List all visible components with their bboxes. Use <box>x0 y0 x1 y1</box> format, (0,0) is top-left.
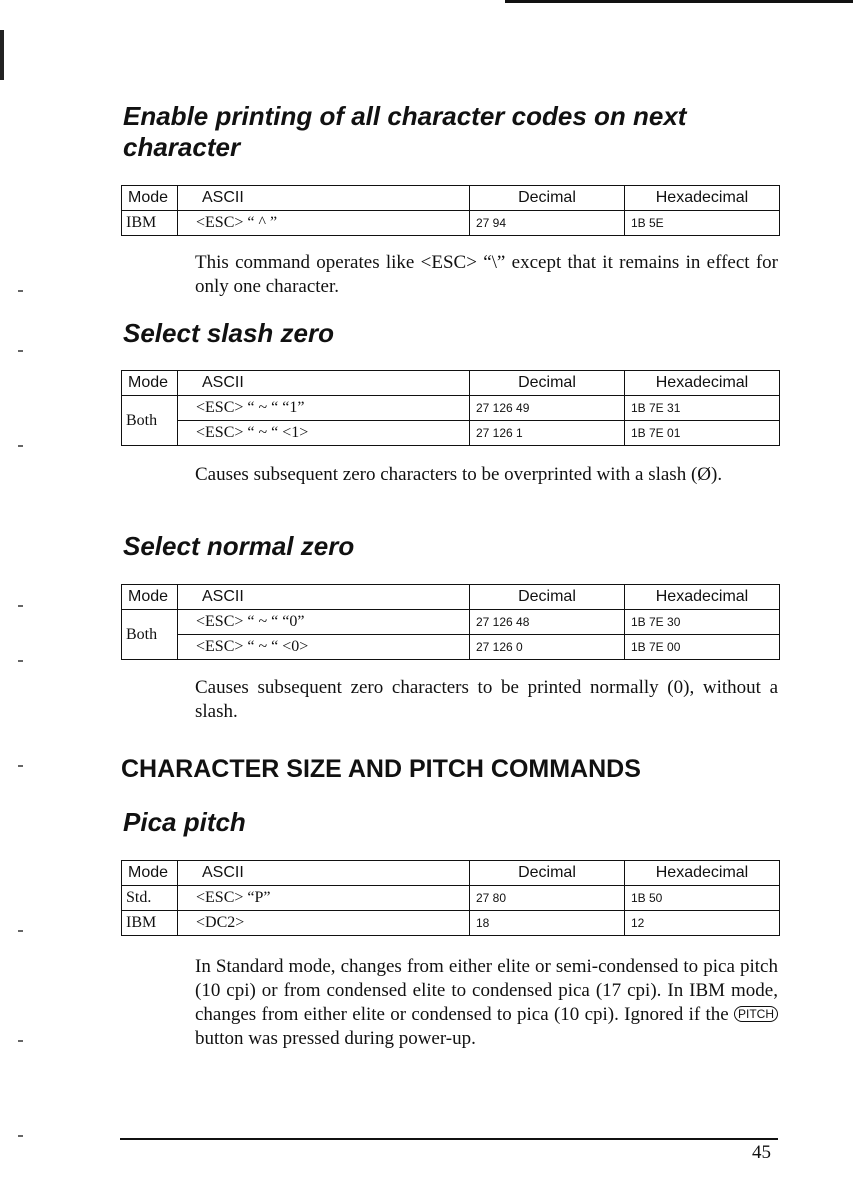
mode-cell: Both <box>122 610 178 660</box>
header-hexadecimal: Hexadecimal <box>625 585 780 610</box>
ascii-cell: <ESC> “ ^ ” <box>178 211 470 236</box>
description-normal-zero: Causes subsequent zero characters to be printed normally (0), without a slash. <box>195 677 778 722</box>
ascii-cell: <ESC> “ ~ “ <1> <box>178 421 470 446</box>
binding-mark <box>18 605 23 607</box>
section-title-enable-all-codes: Enable printing of all character codes on next character <box>123 101 687 162</box>
description-enable-all-codes: This command operates like <ESC> “\” except that it remains in effect for only one character. <box>195 252 778 297</box>
footer-rule <box>120 1138 778 1140</box>
header-hexadecimal: Hexadecimal <box>625 861 780 886</box>
binding-mark <box>18 765 23 767</box>
mode-cell: Both <box>122 396 178 446</box>
decimal-cell: 27 80 <box>470 886 625 911</box>
decimal-cell: 27 126 49 <box>470 396 625 421</box>
binding-mark <box>18 445 23 447</box>
ascii-cell: <ESC> “ ~ “ <0> <box>178 635 470 660</box>
header-hexadecimal: Hexadecimal <box>625 371 780 396</box>
ascii-cell: <ESC> “P” <box>178 886 470 911</box>
binding-mark <box>18 1040 23 1042</box>
hex-cell: 12 <box>625 911 780 936</box>
section-title-slash-zero: Select slash zero <box>123 318 334 348</box>
header-mode: Mode <box>122 861 178 886</box>
section-title-pica-pitch: Pica pitch <box>123 807 246 837</box>
hex-cell: 1B 5E <box>625 211 780 236</box>
description-pica-pitch <box>195 955 778 1051</box>
chapter-heading: CHARACTER SIZE AND PITCH COMMANDS <box>121 755 641 783</box>
page-number: 45 <box>752 1142 771 1163</box>
header-decimal: Decimal <box>470 585 625 610</box>
hex-cell: 1B 7E 01 <box>625 421 780 446</box>
mode-cell: IBM <box>122 911 178 936</box>
hex-cell: 1B 50 <box>625 886 780 911</box>
binding-mark <box>18 930 23 932</box>
decimal-cell: 18 <box>470 911 625 936</box>
hex-cell: 1B 7E 31 <box>625 396 780 421</box>
ascii-cell: <ESC> “ ~ “ “0” <box>178 610 470 635</box>
header-hexadecimal: Hexadecimal <box>625 186 780 211</box>
binding-mark <box>18 290 23 292</box>
ascii-cell: <DC2> <box>178 911 470 936</box>
decimal-cell: 27 126 48 <box>470 610 625 635</box>
table-row <box>122 421 780 446</box>
decimal-cell: 27 94 <box>470 211 625 236</box>
command-table-slash-zero <box>121 370 780 446</box>
header-mode: Mode <box>122 585 178 610</box>
decimal-cell: 27 126 1 <box>470 421 625 446</box>
description-text: In Standard mode, changes from either elite or semi-condensed to pica pitch (10 cpi) or from condensed elite to condensed pica (17 cpi). In IBM mode, changes from either elite or condensed to pica (10 cpi). Ignored if the <box>195 956 778 1025</box>
header-ascii: ASCII <box>178 585 470 610</box>
table-header-row <box>122 585 780 610</box>
ascii-cell: <ESC> “ ~ “ “1” <box>178 396 470 421</box>
hex-cell: 1B 7E 30 <box>625 610 780 635</box>
mode-cell: Std. <box>122 886 178 911</box>
table-row <box>122 635 780 660</box>
binding-mark <box>18 660 23 662</box>
mode-cell: IBM <box>122 211 178 236</box>
header-decimal: Decimal <box>470 186 625 211</box>
table-row <box>122 211 780 236</box>
header-decimal: Decimal <box>470 861 625 886</box>
header-mode: Mode <box>122 371 178 396</box>
header-mode: Mode <box>122 186 178 211</box>
binding-mark <box>18 350 23 352</box>
binding-edge <box>0 30 4 80</box>
table-header-row <box>122 371 780 396</box>
table-row <box>122 911 780 936</box>
table-row <box>122 610 780 635</box>
description-slash-zero: Causes subsequent zero characters to be overprinted with a slash (Ø). <box>195 464 723 485</box>
header-ascii: ASCII <box>178 186 470 211</box>
binding-mark <box>18 1135 23 1137</box>
description-text: button was pressed during power-up. <box>195 1028 476 1049</box>
section-title-normal-zero: Select normal zero <box>123 531 355 561</box>
table-row <box>122 396 780 421</box>
table-header-row <box>122 186 780 211</box>
top-rule <box>505 0 853 3</box>
header-ascii: ASCII <box>178 861 470 886</box>
command-table-normal-zero <box>121 584 780 660</box>
pitch-button-key: PITCH <box>734 1006 778 1022</box>
command-table-enable-all-codes <box>121 185 780 236</box>
decimal-cell: 27 126 0 <box>470 635 625 660</box>
command-table-pica-pitch <box>121 860 780 936</box>
hex-cell: 1B 7E 00 <box>625 635 780 660</box>
table-row <box>122 886 780 911</box>
table-header-row <box>122 861 780 886</box>
header-decimal: Decimal <box>470 371 625 396</box>
header-ascii: ASCII <box>178 371 470 396</box>
